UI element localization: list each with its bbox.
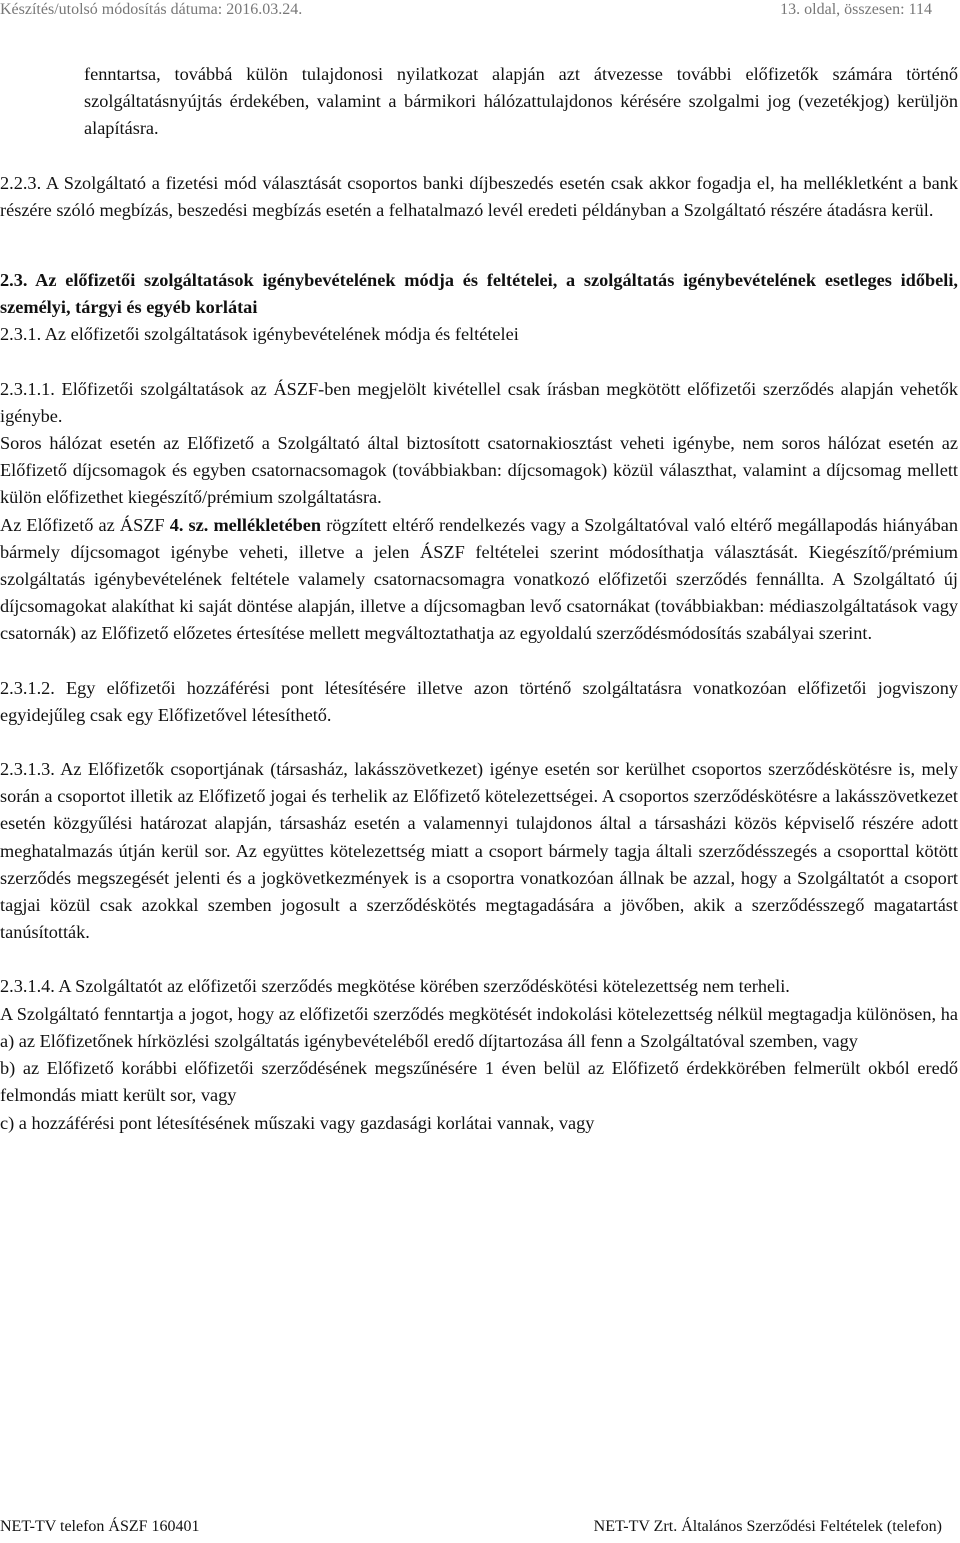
document-body <box>0 61 958 1137</box>
list-item-b: b) az Előfizető korábbi előfizetői szerződésének megszűnésére 1 éven belül az Előfizető érdekkörében felmerült okból eredő felmondás miatt került sor, vagy <box>0 1058 958 1106</box>
header-date: Készítés/utolsó módosítás dátuma: 2016.03.24. <box>0 1 303 18</box>
section-2-2-3: 2.2.3. A Szolgáltató a fizetési mód választását csoportos banki díjbeszedés esetén csak akkor fogadja el, ha mellékletként a bank részére szóló megbízás, beszedési megbízás esetén a felhatalmazó levél eredeti példányban a Szolgáltató részére átadásra kerül. <box>0 172 958 220</box>
section-2-3-1-1: 2.3.1.1. Előfizetői szolgáltatások az ÁSZF-ben megjelölt kivétellel csak írásban megkötött előfizetői szerződés alapján vehetők igénybe. <box>0 378 958 426</box>
section-2-3-1-4: 2.3.1.4. A Szolgáltatót az előfizetői szerződés megkötése körében szerződéskötési kötelezettség nem terheli. <box>0 976 790 997</box>
footer-document-code: NET-TV telefon ÁSZF 160401 <box>0 1518 200 1535</box>
heading-2-3-1: 2.3.1. Az előfizetői szolgáltatások igénybevételének módja és feltételei <box>0 324 519 345</box>
paragraph-fenntartja: A Szolgáltató fenntartja a jogot, hogy az előfizetői szerződés megkötését indokolási kötelezettség nélkül megtagadja különösen, ha <box>0 1003 958 1024</box>
header-page-number: 13. oldal, összesen: 114 <box>780 1 932 18</box>
heading-2-3: 2.3. Az előfizetői szolgáltatások igénybevételének módja és feltételei, a szolgáltatás igénybevételének esetleges időbeli, személyi, tárgyi és egyéb korlátai <box>0 270 958 318</box>
list-item-c: c) a hozzáférési pont létesítésének műszaki vagy gazdasági korlátai vannak, vagy <box>0 1112 595 1133</box>
paragraph-aszf-melleklet: Az Előfizető az ÁSZF 4. sz. mellékletében rögzített eltérő rendelkezés vagy a Szolgáltatóval való eltérő megállapodás hiányában bármely díjcsomagot igénybe veheti, illetve a jelen ÁSZF feltételei szerint módosíthatja választását. Kiegészítő/prémium szolgáltatás igénybevételének feltétele valamely csatornacsomagra vonatkozó előfizetői szerződés fennállta. A Szolgáltató új díjcsomagokat alakíthat ki saját döntése alapján, illetve a díjcsomagban levő csatornákat (továbbiakban: médiaszolgáltatások vagy csatornák) az Előfizető előzetes értesítése mellett megváltoztathatja az egyoldalú szerződésmódosítás szabályai szerint. <box>0 514 958 644</box>
list-item-a: a) az Előfizetőnek hírközlési szolgáltatás igénybevételéből eredő díjtartozása áll fenn a Szolgáltatóval szemben, vagy <box>0 1030 858 1051</box>
section-2-3-1-2: 2.3.1.2. Egy előfizetői hozzáférési pont létesítésére illetve azon történő szolgáltatásra vonatkozóan előfizetői jogviszony egyidejűleg csak egy Előfizetővel létesíthető. <box>0 677 958 725</box>
paragraph-soros-halozat: Soros hálózat esetén az Előfizető a Szolgáltató által biztosított csatornakiosztást veheti igénybe, nem soros hálózat esetén az Előfizető díjcsomagok és egyben csatornacsomagok (továbbiakban: díjcsomagok) közül választhat, valamint a díjcsomag mellett külön előfizethet kiegészítő/prémium szolgáltatásra. <box>0 433 958 508</box>
paragraph-continuation: fenntartsa, továbbá külön tulajdonosi nyilatkozat alapján azt átvezesse további előfizetők számára történő szolgáltatásnyújtás érdekében, valamint a bármikori hálózattulajdonos kérésére szolgalmi jog (vezetékjog) kerüljön alapításra. <box>84 64 958 139</box>
footer-document-title: NET-TV Zrt. Általános Szerződési Feltételek (telefon) <box>593 1518 942 1535</box>
section-2-3-1-3: 2.3.1.3. Az Előfizetők csoportjának (társasház, lakásszövetkezet) igénye esetén sor kerülhet csoportos szerződéskötésre is, mely során a csoportot illetik az Előfizető jogai és terhelik az Előfizető kötelezettségei. A csoportos szerződéskötésre a lakásszövetkezet esetén közgyűlési határozat alapján, társasház esetén a valamennyi tulajdonos által a társasházi közös képviselő részére adott meghatalmazás útján kerül sor. Az együttes kötelezettség miatt a csoport bármely tagja általi szerződésszegés a csoporttal kötött szerződés megszegését jelenti és a jogkövetkezmények is a csoportra vonatkozóan állnak be azzal, hogy a Szolgáltatót a csoport tagjai közül csak azokkal szemben jogosult a szerződéskötés megtagadására a jövőben, akik a szerződésszegő magatartást tanúsították. <box>0 759 958 943</box>
